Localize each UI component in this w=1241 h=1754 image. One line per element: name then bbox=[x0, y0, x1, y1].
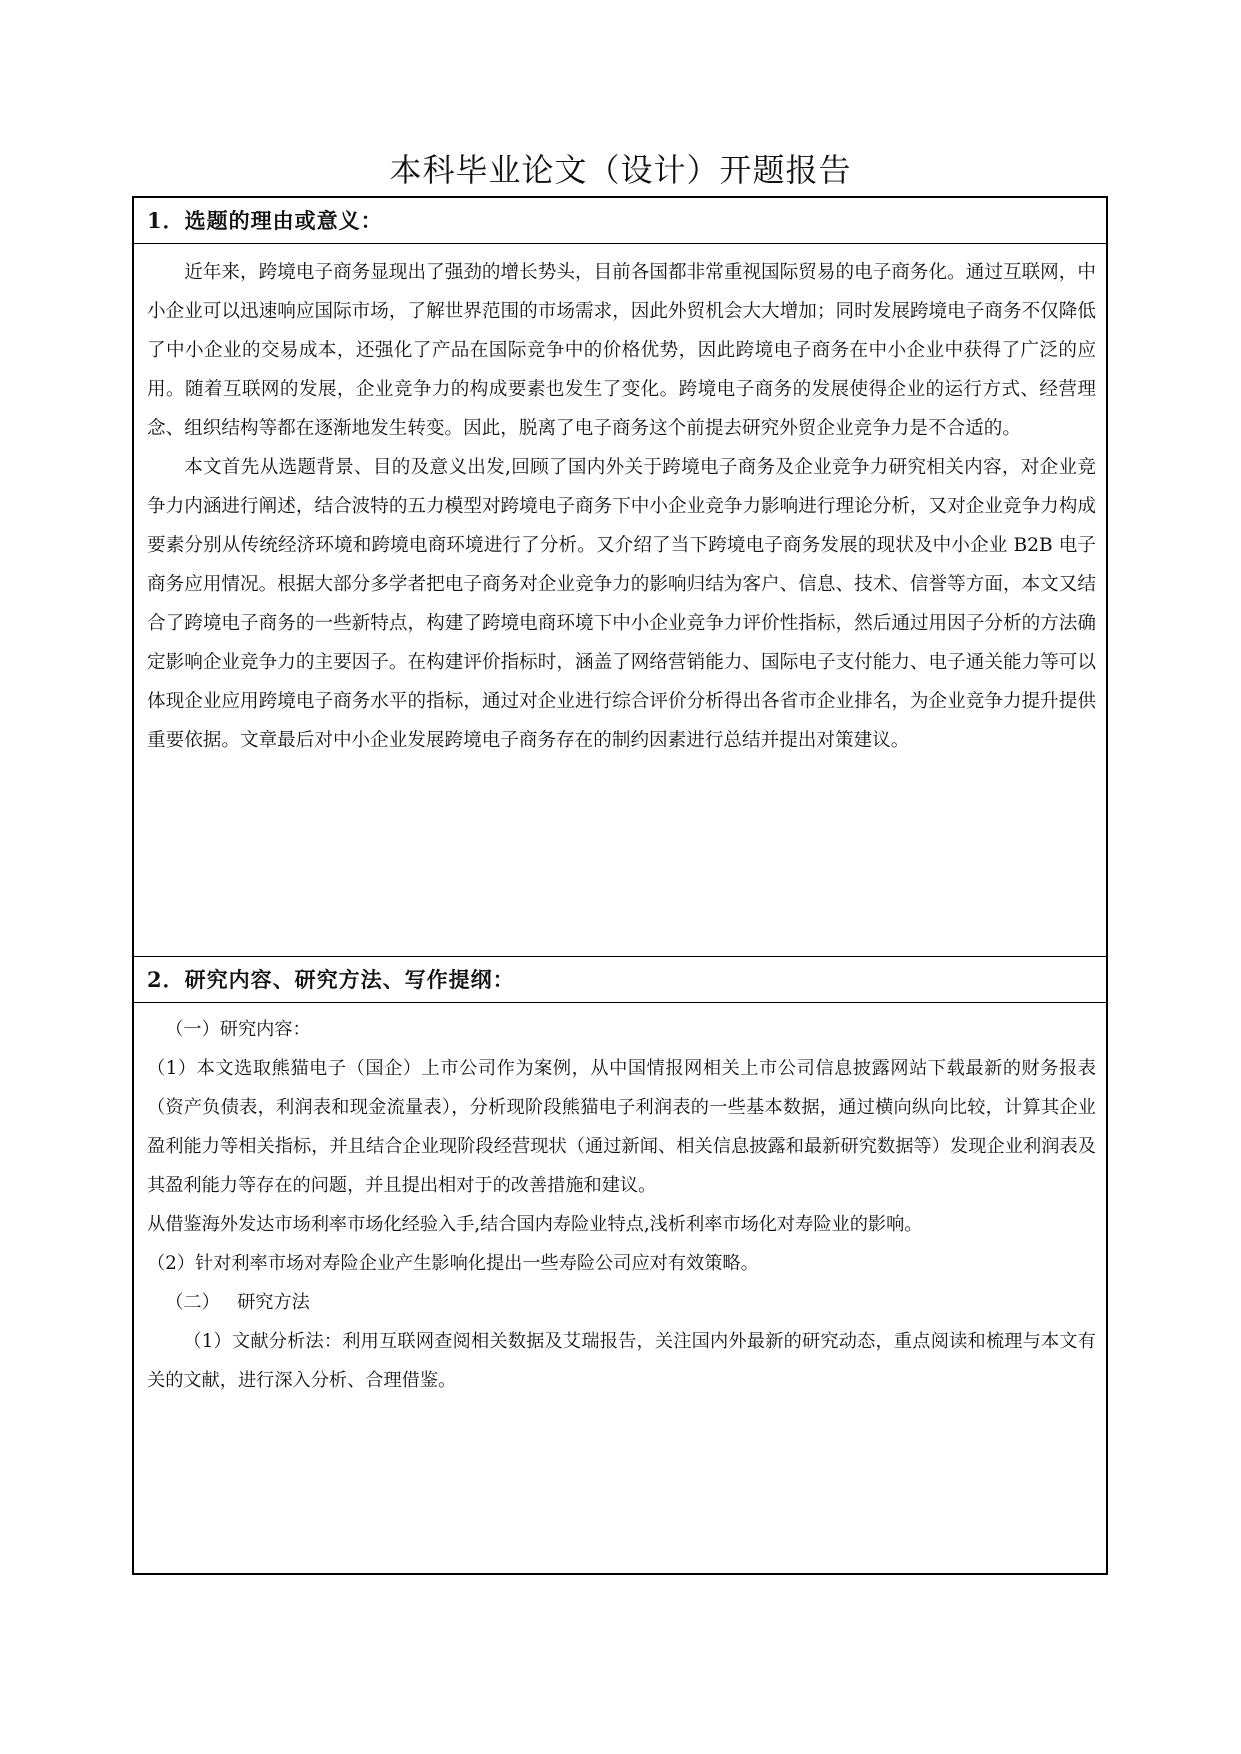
section-2-heading: 2．研究内容、研究方法、写作提纲： bbox=[134, 957, 1106, 1003]
method-item-1: （1）文献分析法：利用互联网查阅相关数据及艾瑞报告，关注国内外最新的研究动态，重点阅读和梳理与本文有关的文献，进行深入分析、合理借鉴。 bbox=[147, 1331, 1096, 1391]
content-item-1: （1）本文选取熊猫电子（国企）上市公司作为案例，从中国情报网相关上市公司信息披露网站下载最新的财务报表（资产负债表，利润表和现金流量表），分析现阶段熊猫电子利润表的一些基本数据，通过横向纵向比较，计算其企业盈利能力等相关指标，并且结合企业现阶段经营现状（通过新闻、相关信息披露和最新研究数据等）发现企业利润表及其盈利能力等存在的问题，并且提出相对于的改善措施和建议。 bbox=[147, 1058, 1096, 1196]
section-2-body bbox=[147, 1010, 1096, 1400]
subsection-heading-content: （一）研究内容： bbox=[165, 1019, 311, 1040]
section-1-heading: 1．选题的理由或意义： bbox=[134, 198, 1106, 244]
content-note: 从借鉴海外发达市场利率市场化经验入手,结合国内寿险业特点,浅析利率市场化对寿险业的影响。 bbox=[147, 1214, 923, 1235]
proposal-form-table bbox=[132, 196, 1108, 1575]
section-1-paragraph: 近年来，跨境电子商务显现出了强劲的增长势头，目前各国都非常重视国际贸易的电子商务化。通过互联网，中小企业可以迅速响应国际市场，了解世界范围的市场需求，因此外贸机会大大增加；同时发展跨境电子商务不仅降低了中小企业的交易成本，还强化了产品在国际竞争中的价格优势，因此跨境电子商务在中小企业中获得了广泛的应用。随着互联网的发展，企业竞争力的构成要素也发生了变化。跨境电子商务的发展使得企业的运行方式、经营理念、组织结构等都在逐渐地发生转变。因此，脱离了电子商务这个前提去研究外贸企业竞争力是不合适的。 bbox=[147, 262, 1096, 439]
section-1-paragraph: 本文首先从选题背景、目的及意义出发,回顾了国内外关于跨境电子商务及企业竞争力研究相关内容，对企业竞争力内涵进行阐述，结合波特的五力模型对跨境电子商务下中小企业竞争力影响进行理论分析，又对企业竞争力构成要素分别从传统经济环境和跨境电商环境进行了分析。又介绍了当下跨境电子商务发展的现状及中小企业 B2B 电子商务应用情况。根据大部分多学者把电子商务对企业竞争力的影响归结为客户、信息、技术、信誉等方面，本文又结合了跨境电子商务的一些新特点，构建了跨境电商环境下中小企业竞争力评价性指标，然后通过用因子分析的方法确定影响企业竞争力的主要因子。在构建评价指标时，涵盖了网络营销能力、国际电子支付能力、电子通关能力等可以体现企业应用跨境电子商务水平的指标，通过对企业进行综合评价分析得出各省市企业排名，为企业竞争力提升提供重要依据。文章最后对中小企业发展跨境电子商务存在的制约因素进行总结并提出对策建议。 bbox=[147, 457, 1096, 751]
document-title: 本科毕业论文（设计）开题报告 bbox=[389, 151, 852, 189]
subsection-heading-method: （二） 研究方法 bbox=[165, 1292, 310, 1313]
content-item-2: （2）针对利率市场对寿险企业产生影响化提出一些寿险公司应对有效策略。 bbox=[147, 1253, 759, 1274]
section-1-body bbox=[147, 253, 1096, 760]
